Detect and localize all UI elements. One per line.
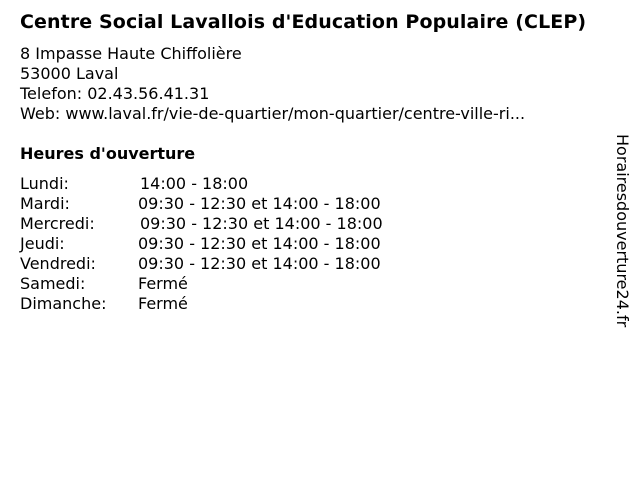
day-hours: Fermé xyxy=(138,294,188,313)
day-label: Vendredi: xyxy=(20,254,96,273)
day-hours: 09:30 - 12:30 et 14:00 - 18:00 xyxy=(138,234,381,253)
day-hours: 09:30 - 12:30 et 14:00 - 18:00 xyxy=(138,254,381,273)
phone-number[interactable]: Telefon: 02.43.56.41.31 xyxy=(20,84,210,103)
address-block xyxy=(20,44,525,124)
website-link[interactable]: Web: www.laval.fr/vie-de-quartier/mon-quartier/centre-ville-ri... xyxy=(20,104,526,123)
day-label: Mardi: xyxy=(20,194,70,213)
day-hours: 14:00 - 18:00 xyxy=(140,174,249,193)
day-label: Lundi: xyxy=(20,174,69,193)
watermark-text: Horairesdouverture24.fr xyxy=(613,134,632,328)
day-hours: 09:30 - 12:30 et 14:00 - 18:00 xyxy=(138,194,381,213)
opening-hours-heading: Heures d'ouverture xyxy=(20,144,196,163)
day-hours: 09:30 - 12:30 et 14:00 - 18:00 xyxy=(140,214,383,233)
page-title: Centre Social Lavallois d'Education Populaire (CLEP) xyxy=(20,11,587,33)
street-address: 8 Impasse Haute Chiffolière xyxy=(20,44,242,63)
day-label: Jeudi: xyxy=(20,234,65,253)
city: 53000 Laval xyxy=(20,64,119,83)
day-label: Samedi: xyxy=(20,274,86,293)
day-label: Dimanche: xyxy=(20,294,107,313)
site-watermark xyxy=(612,134,636,374)
day-label: Mercredi: xyxy=(20,214,95,233)
day-hours: Fermé xyxy=(138,274,188,293)
